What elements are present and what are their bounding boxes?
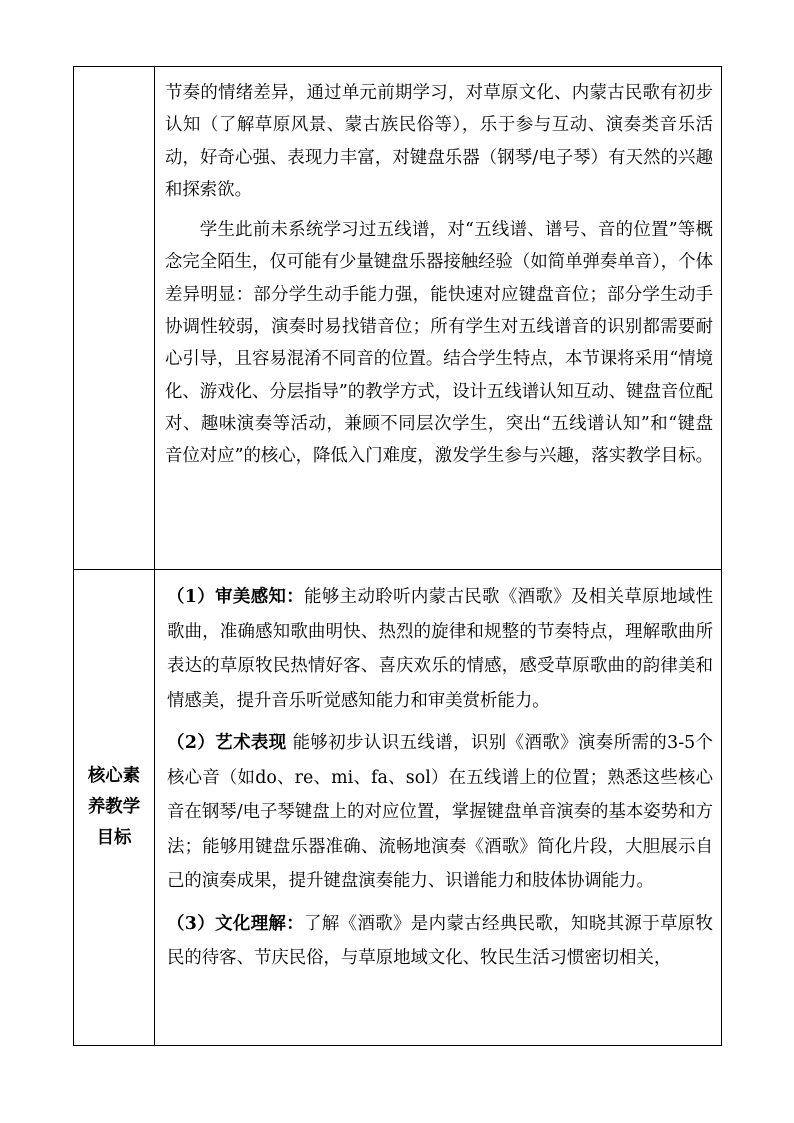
goal-heading: 文化理解： bbox=[215, 913, 305, 934]
goal-text: 了解《酒歌》是内蒙古经典民歌，知晓其源于草原牧民的待客、节庆民俗，与草原地域文化、牧民生活习惯密切相关， bbox=[167, 913, 713, 968]
goal-heading: 审美感知： bbox=[215, 587, 305, 607]
goal-text: 能够初步认识五线谱，识别《酒歌》演奏所需的3-5个核心音（如do、re、mi、fa、sol）在五线谱上的位置；熟悉这些核心音在钢琴/电子琴键盘上的对应位置，掌握键盘单音演奏的基本姿势和方法；能够用键盘乐器准确、流畅地演奏《酒歌》简化片段，大胆展示自己的演奏成果，提升键盘演奏能力、识谱能力和肢体协调能力。 bbox=[167, 733, 713, 891]
analysis-paragraph: 节奏的情绪差异，通过单元前期学习，对草原文化、内蒙古民歌有初步认知（了解草原风景、蒙古族民俗等），乐于参与互动、演奏类音乐活动，好奇心强、表现力丰富，对键盘乐器（钢琴/电子琴）有天然的兴趣和探索欲。 bbox=[165, 83, 713, 200]
goal-text: 能够主动聆听内蒙古民歌《酒歌》及相关草原地域性歌曲，准确感知歌曲明快、热烈的旋律和规整的节奏特点，理解歌曲所表达的草原牧民热情好客、喜庆欢乐的情感，感受草原歌曲的韵律美和情感美，提升音乐听觉感知能力和审美赏析能力。 bbox=[167, 587, 713, 711]
student-analysis-content-cell bbox=[155, 67, 722, 570]
row-label: 核心素养教学目标 bbox=[87, 766, 141, 848]
lesson-plan-table bbox=[73, 66, 722, 1046]
analysis-paragraph: 学生此前未系统学习过五线谱，对“五线谱、谱号、音的位置”等概念完全陌生，仅可能有少量键盘乐器接触经验（如简单弹奏单音），个体差异明显：部分学生动手能力强，能快速对应键盘音位；部分学生动手协调性较弱，演奏时易找错音位；所有学生对五线谱音的识别都需要耐心引导，且容易混淆不同音的位置。结合学生特点，本节课将采用“情境化、游戏化、分层指导”的教学方式，设计五线谱认知互动、键盘音位配对、趣味演奏等活动，兼顾不同层次学生，突出“五线谱认知”和“键盘音位对应”的核心，降低入门难度，激发学生参与兴趣，落实教学目标。 bbox=[165, 220, 714, 467]
core-literacy-content-cell bbox=[155, 570, 722, 1046]
goal-number: （3） bbox=[167, 913, 216, 934]
goal-number: （1） bbox=[167, 587, 216, 607]
goal-item bbox=[167, 726, 713, 899]
goal-item bbox=[167, 580, 713, 718]
core-literacy-goals-row bbox=[74, 570, 722, 1046]
goal-number: （2） bbox=[167, 733, 216, 753]
goal-item bbox=[167, 907, 713, 976]
goal-heading: 艺术表现 bbox=[215, 733, 287, 753]
student-analysis-row bbox=[74, 67, 722, 570]
core-literacy-label-cell bbox=[74, 570, 155, 1046]
student-analysis-label-cell bbox=[74, 67, 155, 570]
